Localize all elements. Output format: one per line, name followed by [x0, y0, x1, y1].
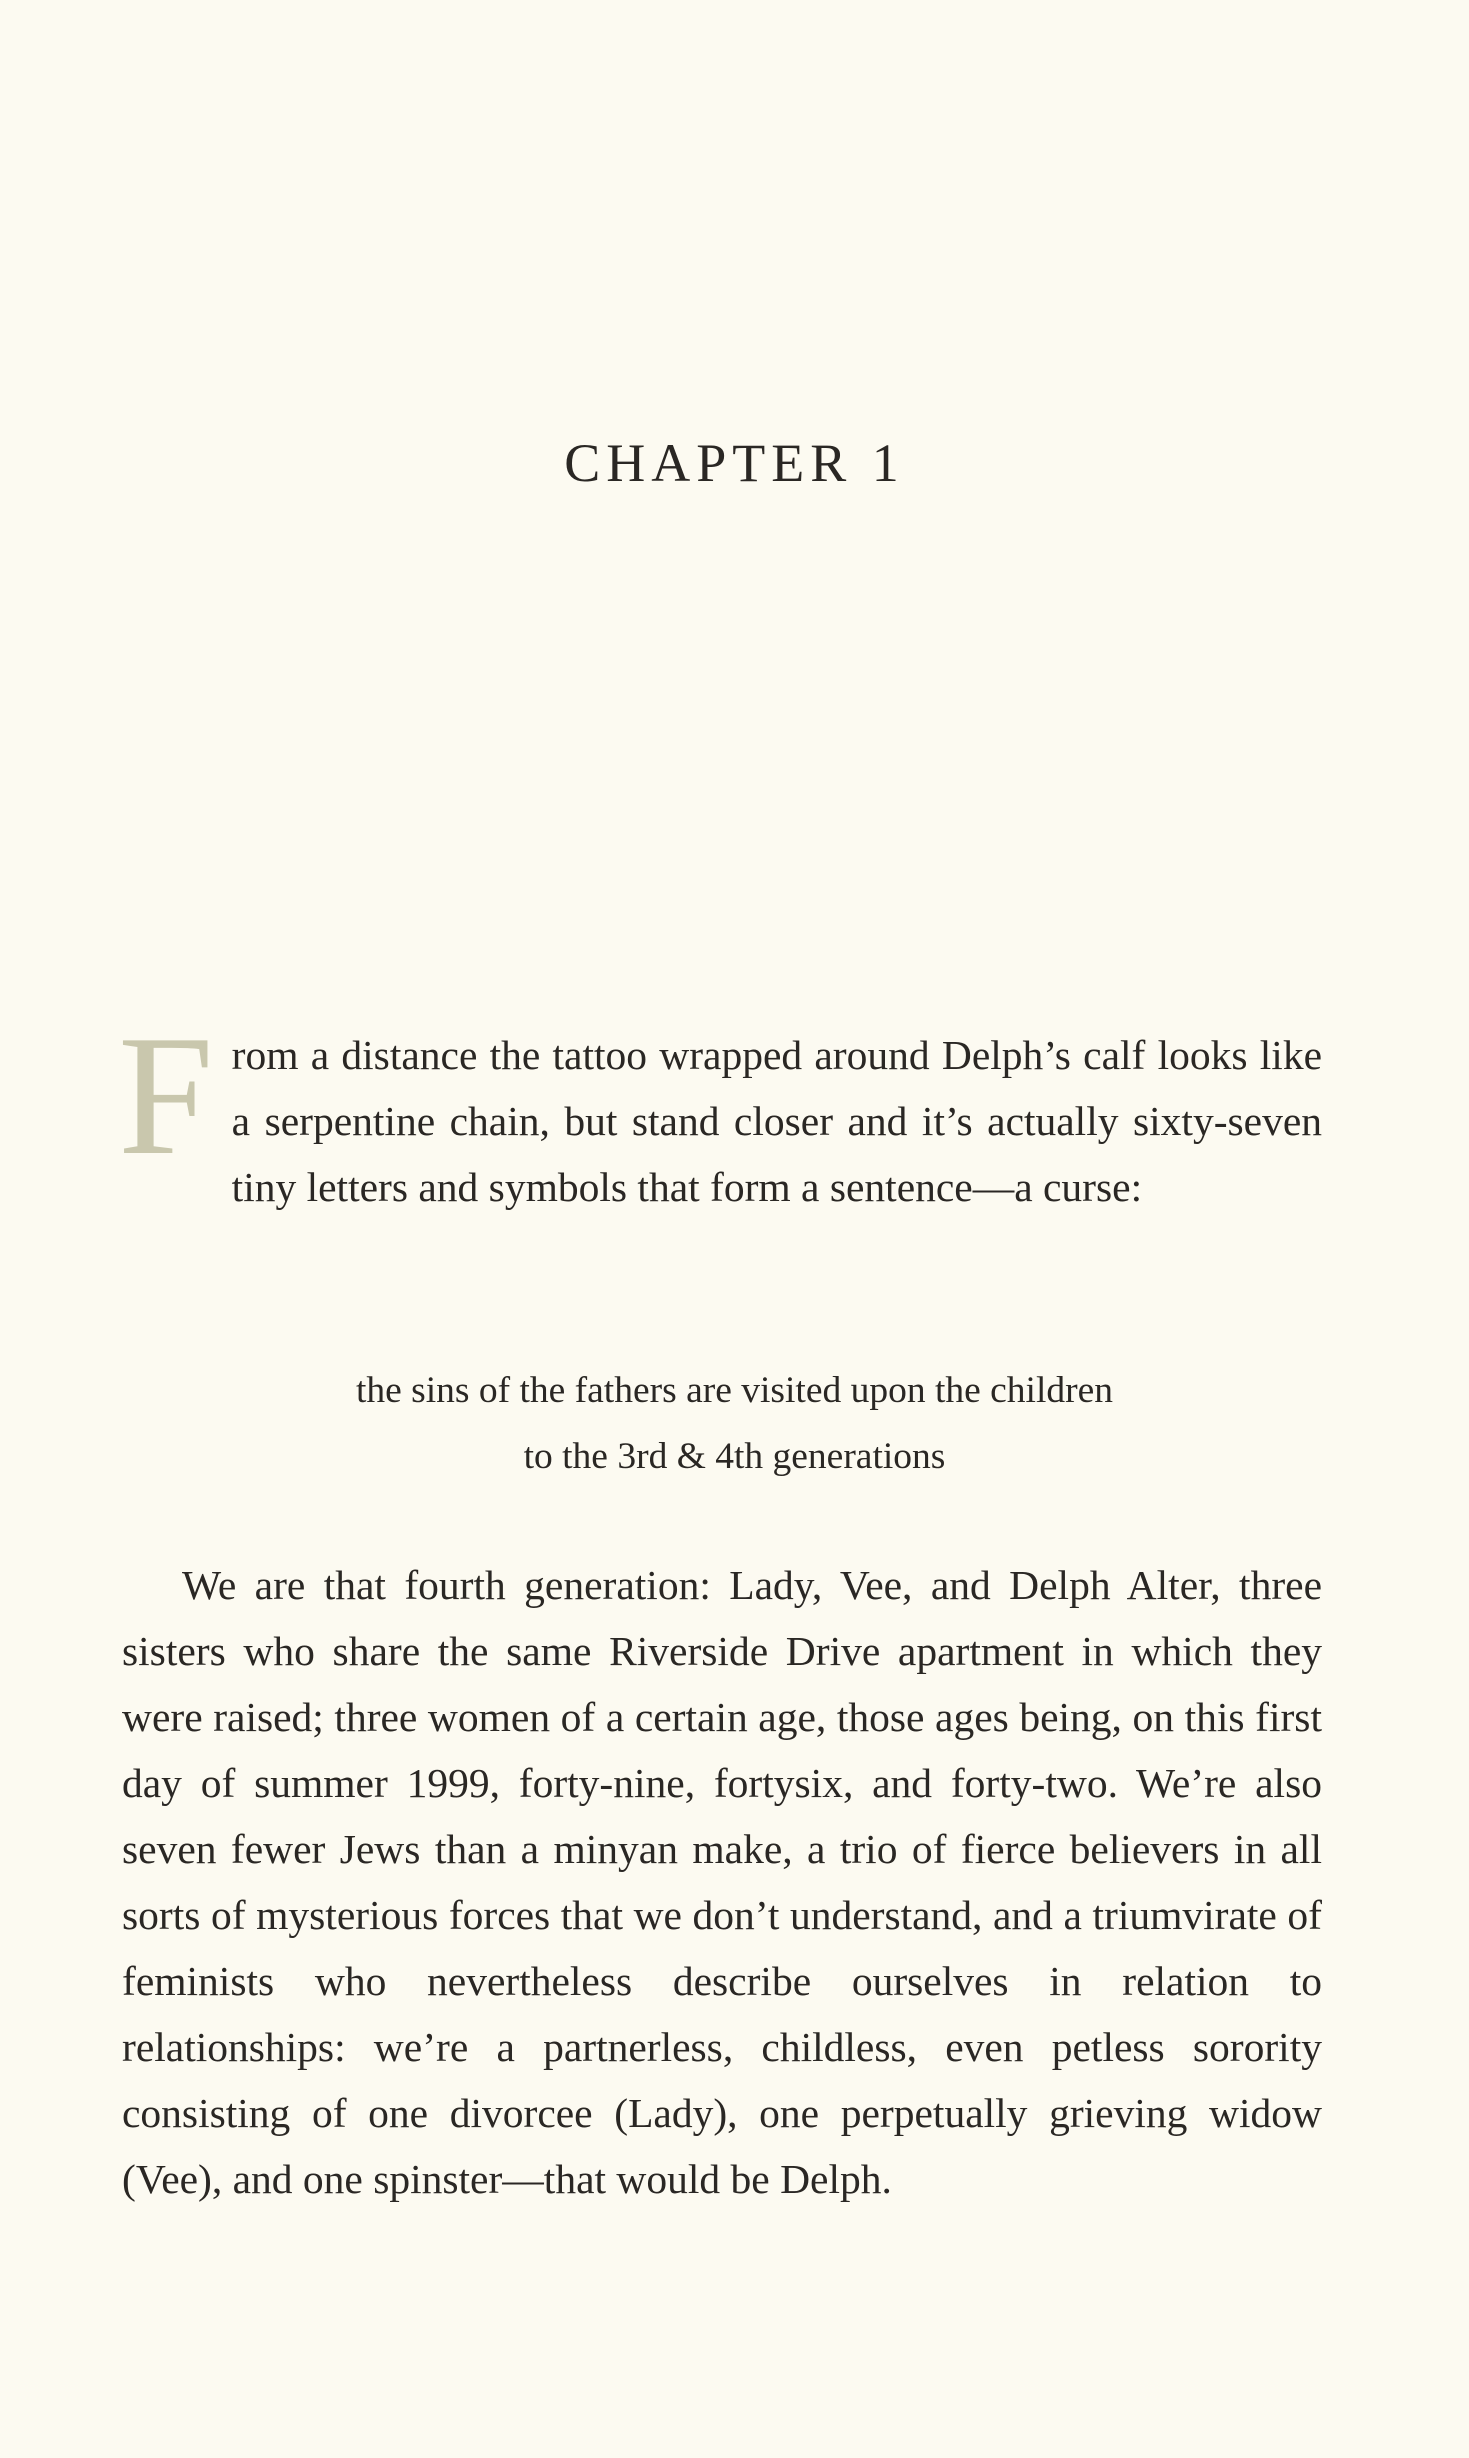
epigraph-line-1: the sins of the fathers are visited upon the children	[355, 1370, 1114, 1411]
chapter-title: CHAPTER 1	[564, 433, 905, 493]
body-paragraph: We are that fourth generation: Lady, Vee, and Delph Alter, three sisters who share the same Riverside Drive apartment in which they were raised; three women of a certain age, those ages being, on this first day of summer 1999, forty-nine, fortysix, and forty-two. We’re also seven fewer Jews than a minyan make, a trio of fierce believers in all sorts of mysterious forces that we don’t understand, and a triumvirate of feminists who nevertheless describe ourselves in relation to relationships: we’re a partnerless, childless, even petless sorority consisting of one divorcee (Lady), one perpetually grieving widow (Vee), and one spinster—that would be Delph.	[122, 1562, 1322, 2202]
epigraph-line-2: to the 3rd & 4th generations	[523, 1436, 946, 1477]
epigraph	[0, 1358, 1469, 1490]
opening-text: rom a distance the tattoo wrapped around Delph’s calf looks like a serpentine chain, but stand closer and it’s actually sixty-seven tiny letters and symbols that form a sentence—a curse:	[231, 1032, 1322, 1210]
opening-paragraph	[118, 1001, 1322, 1220]
drop-cap: F	[118, 1001, 214, 1191]
